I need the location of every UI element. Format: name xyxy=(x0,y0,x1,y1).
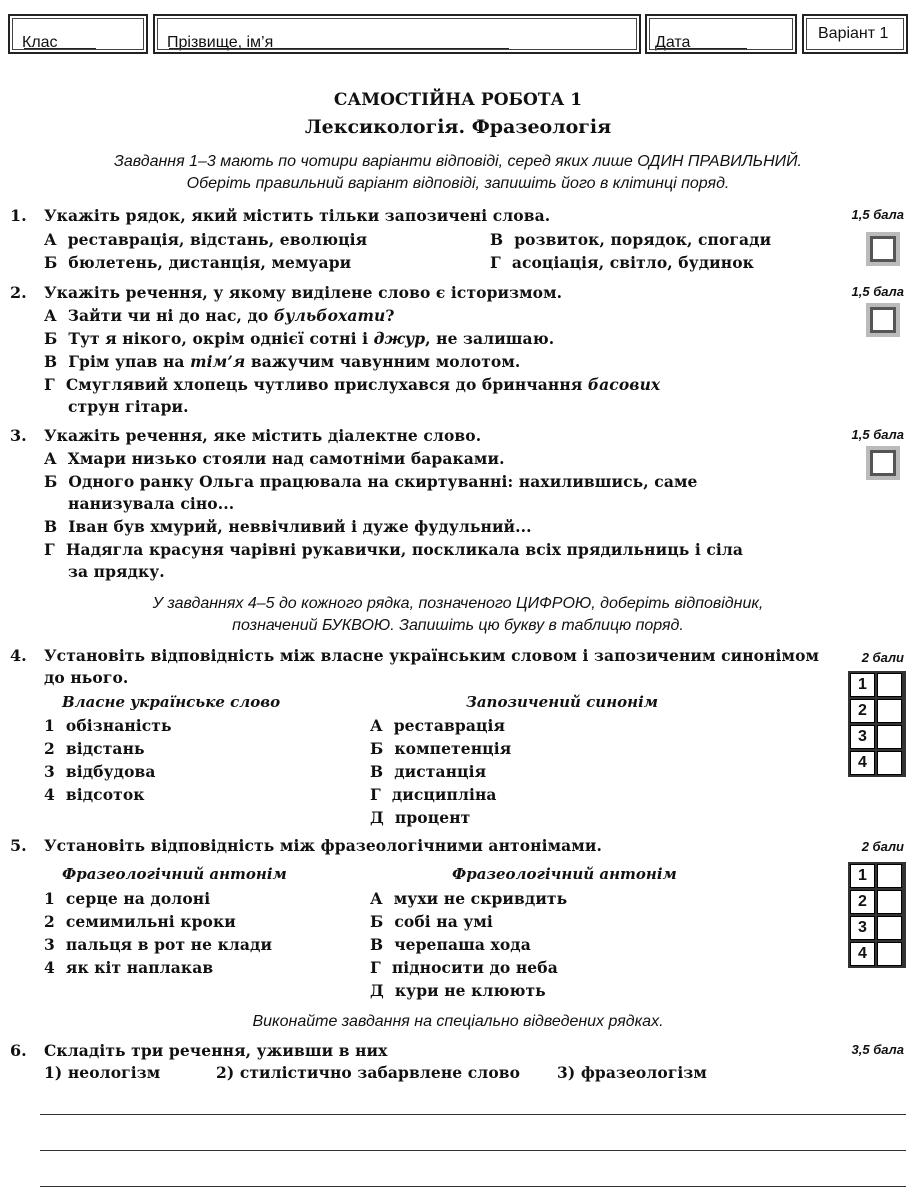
question-5-answer-grid xyxy=(848,862,906,968)
variant-label: Варіант 1 xyxy=(818,25,889,42)
page-title: САМОСТІЙНА РОБОТА 1 xyxy=(333,90,583,110)
name-input[interactable] xyxy=(169,34,509,49)
q1-option-v: В розвиток, порядок, спогади xyxy=(490,230,772,249)
grid-row-label: 3 xyxy=(850,916,875,940)
question-6-score: 3,5 бала xyxy=(851,1042,904,1057)
question-4-answer-grid xyxy=(848,671,906,777)
question-2-score: 1,5 бала xyxy=(851,284,904,299)
date-label: Дата xyxy=(655,34,691,51)
question-3-answer-box[interactable] xyxy=(870,450,896,476)
answer-line-1[interactable] xyxy=(40,1114,906,1115)
grid-row-label: 4 xyxy=(850,751,875,775)
grid-row-label: 1 xyxy=(850,673,875,697)
question-3-text: Укажіть речення, яке містить діалектне слово. xyxy=(44,426,482,445)
q1-option-g: Г асоціація, світло, будинок xyxy=(490,253,754,272)
q4-right-item-d: Д процент xyxy=(370,808,471,827)
q4-right-item-b: Б компетенція xyxy=(370,739,512,758)
q1-option-b: Б бюлетень, дистанція, мемуари xyxy=(44,253,352,272)
question-1-text: Укажіть рядок, який містить тільки запозичені слова. xyxy=(44,206,551,225)
grid-row-label: 2 xyxy=(850,699,875,723)
q5-left-header: Фразеологічний антонім xyxy=(62,865,287,883)
q4-right-item-a: А реставрація xyxy=(370,716,506,735)
answer-line-3[interactable] xyxy=(40,1186,906,1187)
q4-left-item-4: 4 відсоток xyxy=(44,785,145,804)
q4-right-item-v: В дистанція xyxy=(370,762,487,781)
date-input[interactable] xyxy=(657,34,747,49)
q5-left-item-4: 4 як кіт наплакав xyxy=(44,958,214,977)
q5-right-item-a: А мухи не скривдить xyxy=(370,889,568,908)
question-1-answer-box[interactable] xyxy=(870,236,896,262)
q5-right-item-b: Б собі на умі xyxy=(370,912,493,931)
q5-left-item-3: 3 пальця в рот не клади xyxy=(44,935,273,954)
grid-row-label: 3 xyxy=(850,725,875,749)
instruction-1-line-2: Оберіть правильний варіант відповіді, запишіть його в клітинці поряд. xyxy=(186,175,730,192)
grid-answer-cell[interactable] xyxy=(877,890,902,914)
name-field-box xyxy=(153,14,641,54)
grid-row-label: 4 xyxy=(850,942,875,966)
class-field-box xyxy=(8,14,148,54)
grid-answer-cell[interactable] xyxy=(877,699,902,723)
name-label: Прізвище, ім’я xyxy=(167,34,274,51)
q4-right-item-g: Г дисципліна xyxy=(370,785,497,804)
q6-item-3: 3) фразеологізм xyxy=(557,1063,707,1082)
instruction-3: Виконайте завдання на спеціально відведених рядках. xyxy=(252,1013,664,1030)
question-4-score: 2 бали xyxy=(861,650,904,665)
q2-option-a: А Зайти чи ні до нас, до бульбохати? xyxy=(44,306,395,325)
answer-line-2[interactable] xyxy=(40,1150,906,1151)
q6-item-2: 2) стилістично забарвлене слово xyxy=(216,1063,521,1082)
q3-option-b: Б Одного ранку Ольга працювала на скиртуванні: нахилившись, саме xyxy=(44,472,698,491)
question-6-text: Складіть три речення, уживши в них xyxy=(44,1041,388,1060)
question-4-text: Установіть відповідність між власне українським словом і запозиченим синонімом xyxy=(44,646,820,665)
variant-box xyxy=(802,14,908,54)
question-1-score: 1,5 бала xyxy=(851,207,904,222)
q5-right-item-g: Г підносити до неба xyxy=(370,958,558,977)
question-4-text-line-2: до нього. xyxy=(44,668,129,687)
question-2-answer-box[interactable] xyxy=(870,307,896,333)
grid-answer-cell[interactable] xyxy=(877,673,902,697)
q3-option-g-line-2: за прядку. xyxy=(68,562,165,581)
q4-left-item-2: 2 відстань xyxy=(44,739,145,758)
q4-left-item-3: 3 відбудова xyxy=(44,762,156,781)
instruction-1-line-1: Завдання 1–3 мають по чотири варіанти відповіді, серед яких лише ОДИН ПРАВИЛЬНИЙ. xyxy=(114,153,802,170)
q4-right-header: Запозичений синонім xyxy=(466,693,659,711)
q5-right-item-v: В черепаша хода xyxy=(370,935,531,954)
class-label: Клас xyxy=(22,34,58,51)
grid-row-label: 1 xyxy=(850,864,875,888)
grid-answer-cell[interactable] xyxy=(877,725,902,749)
q3-option-a: А Хмари низько стояли над самотніми бараками. xyxy=(44,449,505,468)
question-2-text: Укажіть речення, у якому виділене слово є історизмом. xyxy=(44,283,563,302)
question-3-number: 3. xyxy=(10,426,27,445)
q5-right-item-d: Д кури не клюють xyxy=(370,981,546,1000)
question-5-score: 2 бали xyxy=(861,839,904,854)
q5-left-item-2: 2 семимильні кроки xyxy=(44,912,236,931)
q3-option-g: Г Надягла красуня чарівні рукавички, поскликала всіх прядильниць і сіла xyxy=(44,540,744,559)
question-4-number: 4. xyxy=(10,646,27,665)
grid-answer-cell[interactable] xyxy=(877,942,902,966)
grid-answer-cell[interactable] xyxy=(877,864,902,888)
date-field-box xyxy=(645,14,797,54)
q3-option-v: В Іван був хмурий, неввічливий і дуже фудульний... xyxy=(44,517,532,536)
q2-option-b: Б Тут я нікого, окрім однієї сотні і джур, не залишаю. xyxy=(44,329,555,348)
q2-option-g-line-2: струн гітари. xyxy=(68,397,189,416)
question-6-number: 6. xyxy=(10,1041,27,1060)
q5-right-header: Фразеологічний антонім xyxy=(452,865,677,883)
q4-left-item-1: 1 обізнаність xyxy=(44,716,172,735)
instruction-2-line-1: У завданнях 4–5 до кожного рядка, позначеного ЦИФРОЮ, доберіть відповідник, xyxy=(152,595,764,612)
question-1-number: 1. xyxy=(10,206,27,225)
q4-left-header: Власне українське слово xyxy=(62,693,281,711)
question-3-score: 1,5 бала xyxy=(851,427,904,442)
grid-answer-cell[interactable] xyxy=(877,916,902,940)
q1-option-a: А реставрація, відстань, еволюція xyxy=(44,230,368,249)
page-subtitle: Лексикологія. Фразеологія xyxy=(304,116,612,138)
q6-item-1: 1) неологізм xyxy=(44,1063,161,1082)
q5-left-item-1: 1 серце на долоні xyxy=(44,889,211,908)
q3-option-b-line-2: нанизувала сіно... xyxy=(68,494,235,513)
instruction-2-line-2: позначений БУКВОЮ. Запишіть цю букву в таблицю поряд. xyxy=(232,617,684,634)
question-5-number: 5. xyxy=(10,836,27,855)
q2-option-v: В Грім упав на тім’я важучим чавунним молотом. xyxy=(44,352,521,371)
grid-row-label: 2 xyxy=(850,890,875,914)
class-input[interactable] xyxy=(24,34,96,49)
question-2-number: 2. xyxy=(10,283,27,302)
question-5-text: Установіть відповідність між фразеологічними антонімами. xyxy=(44,836,602,855)
q2-option-g: Г Смуглявий хлопець чутливо прислухався до бринчання басових xyxy=(44,375,661,394)
grid-answer-cell[interactable] xyxy=(877,751,902,775)
